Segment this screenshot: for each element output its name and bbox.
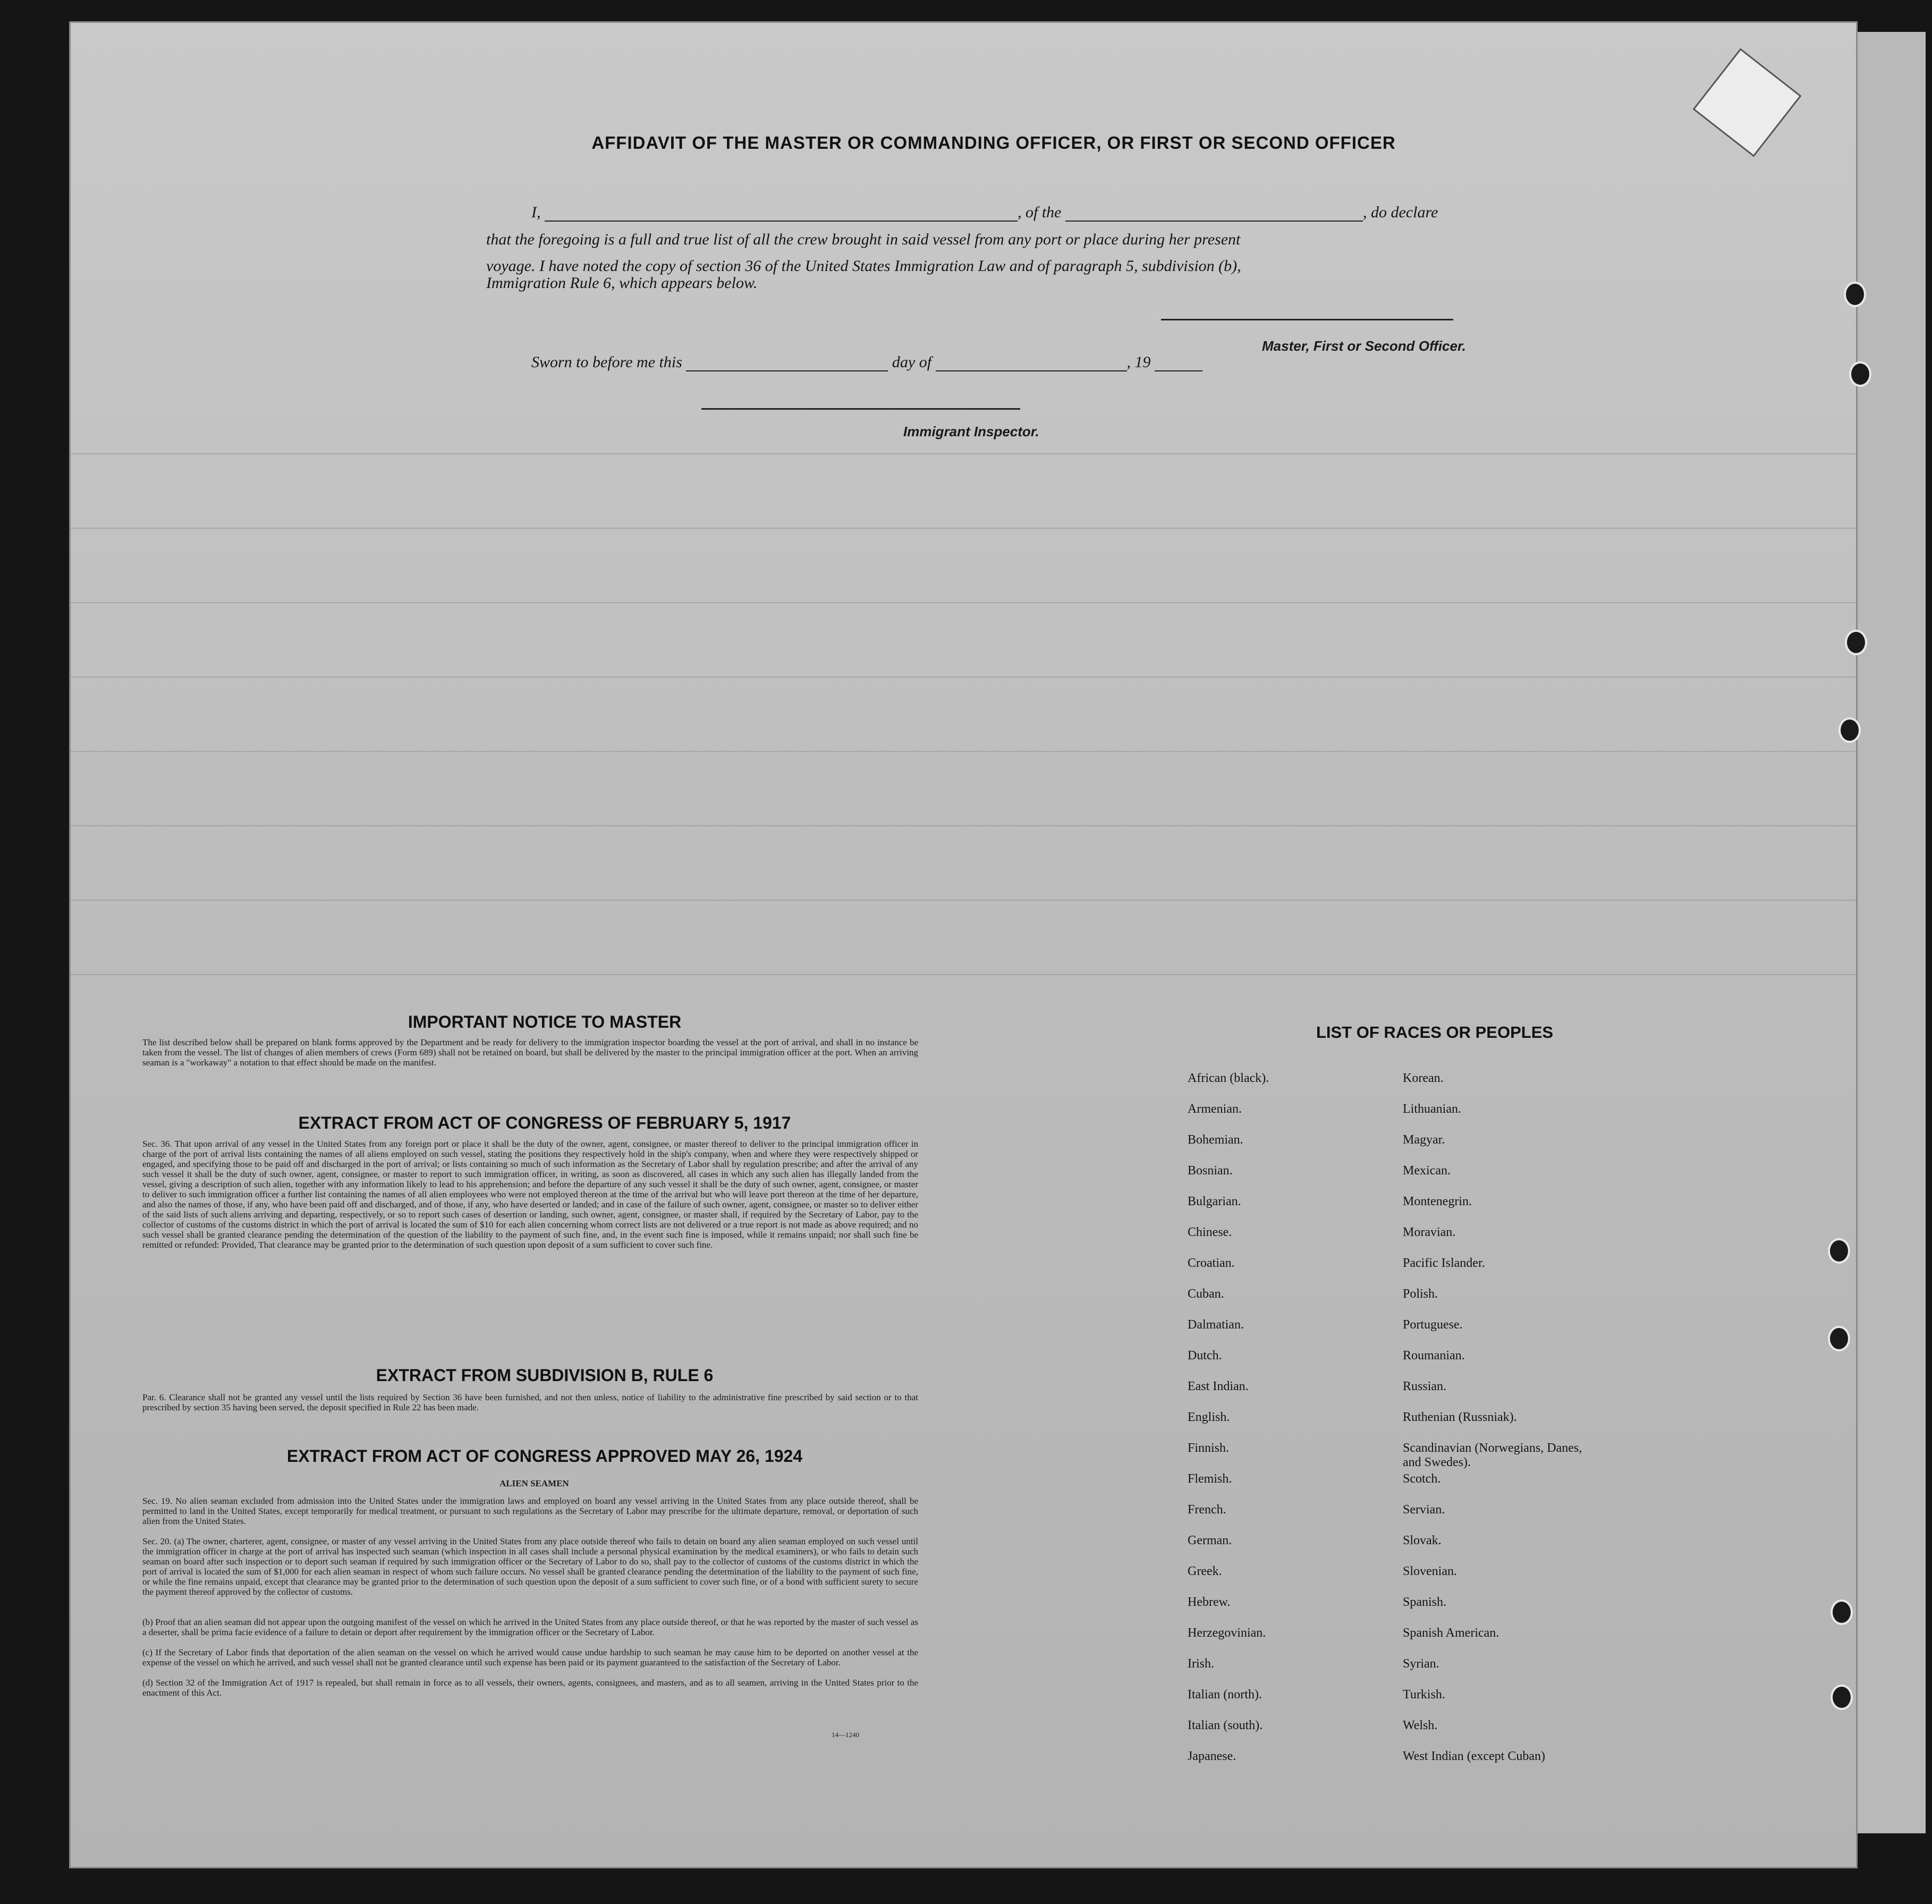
sec20a-text: Sec. 20. (a) The owner, charterer, agent, consignee, or master of any vessel arriving in the United States from any place outside thereof who fails to detain on board any alien seaman employed on such vessel until the immigration officer in charge at the port of arrival has inspected such seaman (which inspection in all cases shall include a personal physical examination by the medical examiners), or who fails to detain such seaman on board after such inspection or to deport such seaman if required by such immigration officer or the Secretary of Labor to do so, shall pay to the collector of customs of the customs district in which the port of arrival is located the sum of $1,000 for each alien seaman in respect of whom such failure occurs. No vessel shall be granted clearance pending the determination of the liability to the payment of such fine, or while the fine remains unpaid, except that clearance may be granted prior to the determination of such question upon the deposit of a sum sufficient to cover such fine, or of a bond with sufficient surety to secure the payment thereof approved by the collector of customs. xyxy=(142,1536,918,1597)
race-item: Finnish. xyxy=(1188,1441,1230,1455)
extract-rule6-text: Par. 6. Clearance shall not be granted any vessel until the lists required by Section 36 have been furnished, and not then unless, notice of liability to the administrative fine prescribed by said section or to that prescribed by section 35 having been served, the deposit specified in Rule 22 has been made. xyxy=(142,1392,918,1412)
race-item: Moravian. xyxy=(1403,1225,1456,1239)
race-item: Russian. xyxy=(1403,1380,1447,1393)
master-signature-label: Master, First or Second Officer. xyxy=(1262,338,1466,354)
extract-1917-text: Sec. 36. That upon arrival of any vessel in the United States from any foreign port or place it shall be the duty of the owner, agent, consignee, or master thereof to deliver to the principal immigration officer in charge of the port of arrival lists containing the names of all aliens employed on such vessel, stating the positions they respectively hold in the ship's company, when and where they were respectively shipped or engaged, and specifying those to be paid off and discharged in the port of arrival; or lists containing so much of such information as the Secretary of Labor shall by regulation prescribe; and after the arrival of any such vessel it shall be the duty of such owner, agent, consignee, or master to report to such immigration officer, in writing, as soon as discovered, all cases in which any such alien has illegally landed from the vessel, giving a description of such alien, together with any information likely to lead to his apprehension; and before the departure of any such vessel it shall be the duty of such owner, agent, consignee, or master to deliver to such immigration officer a further list containing the names of all alien employees who were not employed thereon at the time of the arrival but who will leave port thereon at the time of her departure, and also the names of those, if any, who have been paid off and discharged, and of those, if any, who have deserted or landed; and in case of the failure of such owner, agent, consignee, or master so to deliver either of the said lists of such aliens arriving and departing, respectively, or so to report such cases of desertion or landing, such owner, agent, consignee, or master shall, if required by the Secretary of Labor, pay to the collector of customs of the customs district in which the port of arrival is located the sum of $10 for each alien concerning whom correct lists are not delivered or a true report is not made as above required; and no such vessel shall be granted clearance pending the determination of the question of the liability to the payment of such fine, and, in the event such fine is imposed, while it remains unpaid; nor shall such fine be remitted or refunded: Provided, That clearance may be granted prior to the determination of such question upon deposit of a sum sufficient to cover such fine. xyxy=(142,1139,918,1250)
sworn-label: Sworn to before me this xyxy=(531,353,682,371)
affidavit-title: AFFIDAVIT OF THE MASTER OR COMMANDING OFFICER, OR FIRST OR SECOND OFFICER xyxy=(591,133,1396,153)
race-item: Ruthenian (Russniak). xyxy=(1403,1410,1517,1424)
races-column-1 xyxy=(1188,1071,1389,1780)
sworn-month-blank[interactable] xyxy=(936,357,1127,371)
race-item: Bohemian. xyxy=(1188,1133,1243,1147)
punch-hole xyxy=(1845,630,1867,655)
race-item: Bosnian. xyxy=(1188,1164,1233,1178)
race-item: Italian (north). xyxy=(1188,1688,1262,1702)
race-item: Spanish. xyxy=(1403,1595,1447,1609)
race-item: Syrian. xyxy=(1403,1657,1439,1671)
extract-rule6-heading: EXTRACT FROM SUBDIVISION B, RULE 6 xyxy=(376,1366,714,1385)
race-item: Mexican. xyxy=(1403,1164,1451,1178)
race-item: Slovak. xyxy=(1403,1534,1442,1547)
race-item: Herzegovinian. xyxy=(1188,1626,1266,1640)
race-item: English. xyxy=(1188,1410,1230,1424)
ghost-row xyxy=(71,788,1856,826)
sec20b-text: (b) Proof that an alien seaman did not appear upon the outgoing manifest of the vessel on which he arrived in the United States from any place outside thereof, or that he was reported by the master of such vessel as a deserter, shall be prima facie evidence of a failure to detain or deport after requirement by the immigration officer or the Secretary of Labor. xyxy=(142,1617,918,1637)
punch-hole xyxy=(1828,1326,1850,1351)
punch-hole xyxy=(1844,282,1866,307)
punch-hole xyxy=(1849,361,1871,387)
punch-hole xyxy=(1838,717,1861,743)
race-item: African (black). xyxy=(1188,1071,1269,1085)
race-item: Servian. xyxy=(1403,1503,1445,1517)
races-column-2 xyxy=(1403,1071,1594,1780)
i-label: I, xyxy=(531,204,541,221)
of-the-label: , of the xyxy=(1018,204,1062,221)
race-item: Magyar. xyxy=(1403,1133,1445,1147)
race-item: Cuban. xyxy=(1188,1287,1224,1301)
race-item: Hebrew. xyxy=(1188,1595,1231,1609)
notice-heading: IMPORTANT NOTICE TO MASTER xyxy=(408,1012,682,1031)
race-item: Irish. xyxy=(1188,1657,1214,1671)
race-item: Scandinavian (Norwegians, Danes, and Swedes). xyxy=(1403,1441,1582,1469)
day-of-label: day of xyxy=(892,353,932,371)
race-item: Chinese. xyxy=(1188,1225,1232,1239)
extract-1924-heading: EXTRACT FROM ACT OF CONGRESS APPROVED MAY 26, 1924 xyxy=(286,1446,803,1466)
punch-hole xyxy=(1828,1238,1850,1264)
declaration-line-3: voyage. I have noted the copy of section 36 of the United States Immigration Law and of paragraph 5, subdivision (b), xyxy=(486,257,1241,275)
race-item: East Indian. xyxy=(1188,1380,1249,1393)
race-item: Portuguese. xyxy=(1403,1318,1463,1332)
ghost-row xyxy=(71,639,1856,678)
ghost-row xyxy=(71,937,1856,975)
race-item: Spanish American. xyxy=(1403,1626,1499,1640)
sworn-line xyxy=(531,353,1222,371)
ghost-row xyxy=(71,862,1856,901)
notice-text: The list described below shall be prepared on blank forms approved by the Department and be ready for delivery to the immigration inspector boarding the vessel at the port of arrival, and shall in no instance be taken from the vessel. The list of changes of alien members of crews (Form 689) shall not be retained on board, but shall be delivered by the master to the principal immigration officer at the port. When an arriving seaman is a "workaway" a notation to that effect should be made on the manifest. xyxy=(142,1037,918,1068)
race-item: Japanese. xyxy=(1188,1749,1236,1763)
ghost-row xyxy=(71,565,1856,603)
punch-hole xyxy=(1831,1600,1853,1625)
race-item: Turkish. xyxy=(1403,1688,1445,1702)
race-item: Polish. xyxy=(1403,1287,1438,1301)
race-item: Italian (south). xyxy=(1188,1719,1263,1732)
race-item: Dutch. xyxy=(1188,1349,1222,1363)
race-item: Welsh. xyxy=(1403,1719,1438,1732)
ghost-row xyxy=(71,714,1856,752)
race-item: Korean. xyxy=(1403,1071,1444,1085)
vessel-blank[interactable] xyxy=(1065,207,1363,222)
race-item: Scotch. xyxy=(1403,1472,1441,1486)
race-item: Lithuanian. xyxy=(1403,1102,1461,1116)
sec20d-text: (d) Section 32 of the Immigration Act of 1917 is repealed, but shall remain in force as to all vessels, their owners, agents, consignees, and masters, and as to all seamen, arriving in the United States prior to the enactment of this Act. xyxy=(142,1678,918,1698)
master-signature-line[interactable] xyxy=(1161,319,1453,320)
race-item: Roumanian. xyxy=(1403,1349,1465,1363)
declaration-line-2: that the foregoing is a full and true list of all the crew brought in said vessel from any port or place during her present xyxy=(486,231,1241,248)
race-item: Bulgarian. xyxy=(1188,1195,1241,1208)
alien-seamen-subheading: ALIEN SEAMEN xyxy=(499,1478,569,1488)
race-item: French. xyxy=(1188,1503,1226,1517)
sec20c-text: (c) If the Secretary of Labor finds that deportation of the alien seaman on the vessel on which he arrived would cause undue hardship to such seaman he may cause him to be deported on another vessel at the expense of the vessel on which he arrived, and such vessel shall not be granted clearance until such expense has been paid or its payment guaranteed to the satisfaction of the Secretary of Labor. xyxy=(142,1647,918,1668)
sec19-text: Sec. 19. No alien seaman excluded from admission into the United States under the immigration laws and employed on board any vessel arriving in the United States from any place outside thereof, shall be permitted to land in the United States, except temporarily for medical treatment, or pursuant to such regulations as the Secretary of Labor may prescribe for the ultimate departure, removal, or deportation of such alien from the United States. xyxy=(142,1496,918,1526)
race-item: Dalmatian. xyxy=(1188,1318,1244,1332)
race-item: Croatian. xyxy=(1188,1256,1235,1270)
race-item: German. xyxy=(1188,1534,1232,1547)
declaration-line-4: Immigration Rule 6, which appears below. xyxy=(486,274,758,292)
race-item: Greek. xyxy=(1188,1564,1222,1578)
extract-1917-heading: EXTRACT FROM ACT OF CONGRESS OF FEBRUARY 5, 1917 xyxy=(298,1113,791,1132)
race-item: West Indian (except Cuban) xyxy=(1403,1749,1545,1763)
inspector-signature-line[interactable] xyxy=(701,408,1020,410)
name-blank[interactable] xyxy=(545,207,1018,222)
race-item: Armenian. xyxy=(1188,1102,1242,1116)
race-item: Pacific Islander. xyxy=(1403,1256,1485,1270)
sworn-day-blank[interactable] xyxy=(686,357,888,371)
declaration-line-1 xyxy=(531,204,1514,222)
race-item: Flemish. xyxy=(1188,1472,1232,1486)
do-declare-label: , do declare xyxy=(1363,204,1438,221)
race-item: Slovenian. xyxy=(1403,1564,1457,1578)
inspector-label: Immigrant Inspector. xyxy=(903,424,1039,439)
race-item: Montenegrin. xyxy=(1403,1195,1472,1208)
races-heading: LIST OF RACES OR PEOPLES xyxy=(1316,1023,1554,1042)
year-label: , 19 xyxy=(1126,353,1151,371)
punch-hole xyxy=(1831,1685,1853,1710)
ghost-row xyxy=(71,490,1856,529)
form-number: 14—1240 xyxy=(832,1731,859,1739)
sworn-year-blank[interactable] xyxy=(1155,357,1202,371)
